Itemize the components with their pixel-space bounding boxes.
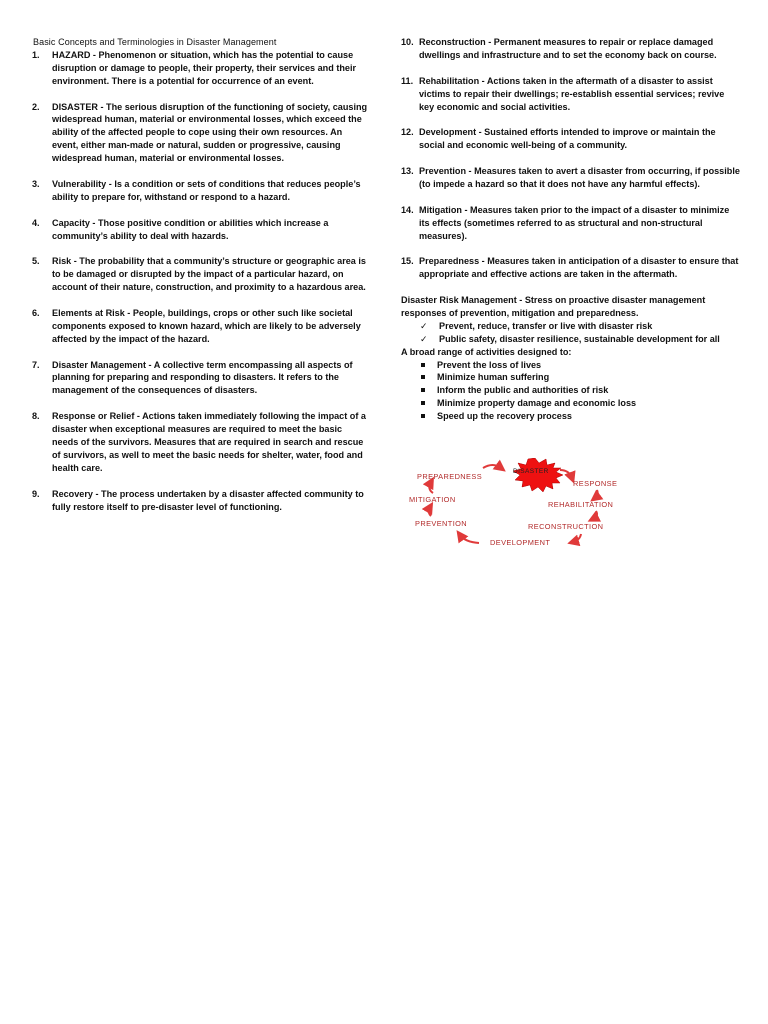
term-text: Mitigation - Measures taken prior to the impact of a disaster to minimize its effects (sometimes referred to as structural and non-structural measures). <box>419 204 730 241</box>
term-number: 15. <box>401 256 414 267</box>
term-number: 12. <box>401 127 414 138</box>
list-item-text: Public safety, disaster resilience, sustainable development for all <box>439 333 720 344</box>
cycle-stage-label: RECONSTRUCTION <box>528 522 604 531</box>
list-item <box>401 333 741 346</box>
disaster-star-icon <box>513 458 563 492</box>
drm-check-list <box>401 320 741 346</box>
square-bullet-icon <box>421 375 425 379</box>
list-item-text: Minimize property damage and economic loss <box>437 398 637 409</box>
cycle-stage-label: PREVENTION <box>415 519 468 528</box>
term-item <box>401 36 741 62</box>
cycle-stage-label: MITIGATION <box>409 495 456 504</box>
term-text: Capacity - Those positive condition or abilities which increase a community’s ability to deal with hazards. <box>52 217 329 241</box>
left-column <box>32 36 370 513</box>
term-text: Elements at Risk - People, buildings, crops or other such like societal components exposed to known hazard, which are likely to be adversely affected by the impact of the hazard. <box>52 307 361 344</box>
term-item <box>32 307 370 346</box>
right-column <box>401 36 741 423</box>
term-item <box>401 165 741 191</box>
term-item <box>401 204 741 243</box>
term-item <box>32 488 370 514</box>
document-title: Basic Concepts and Terminologies in Disaster Management <box>33 37 277 47</box>
term-number: 10. <box>401 37 414 47</box>
list-item <box>401 410 741 423</box>
checkmark-icon: ✓ <box>420 320 428 331</box>
term-text: Vulnerability - Is a condition or sets of conditions that reduces people’s ability to prepare for, withstand or respond to a hazard. <box>52 178 361 202</box>
activities-list <box>401 359 741 424</box>
term-text: Response or Relief - Actions taken immediately following the impact of a disaster when exceptional measures are required to meet the basic needs of the survivors. Measures that are required in search and rescue of survivors, as well to meet the basic needs for shelter, water, food and health care. <box>52 411 366 473</box>
list-item-text: Inform the public and authorities of risk <box>437 385 609 396</box>
term-number: 5. <box>32 256 40 267</box>
term-number: 9. <box>32 488 40 499</box>
term-text: Preparedness - Measures taken in anticipation of a disaster to ensure that appropriate and effective actions are taken in the aftermath. <box>419 256 739 280</box>
term-number: 14. <box>401 204 414 215</box>
checkmark-icon: ✓ <box>420 333 428 344</box>
square-bullet-icon <box>421 414 425 418</box>
list-item <box>401 371 741 384</box>
cycle-stage-label: PREPAREDNESS <box>417 472 483 481</box>
term-number: 1. <box>32 49 40 60</box>
list-item <box>401 384 741 397</box>
cycle-center-label: DISASTER <box>513 468 549 475</box>
list-item-text: Minimize human suffering <box>437 372 550 383</box>
term-item <box>32 410 370 475</box>
term-text: Prevention - Measures taken to avert a disaster from occurring, if possible (to impede a hazard so that it does not have any harmful effects). <box>419 166 740 189</box>
term-number: 7. <box>32 359 40 370</box>
cycle-arrow <box>483 465 501 468</box>
drm-intro: Disaster Risk Management - Stress on proactive disaster management responses of prevention, mitigation and preparedness. <box>401 295 706 318</box>
term-number: 8. <box>32 411 40 422</box>
list-item-text: Speed up the recovery process <box>437 411 572 422</box>
square-bullet-icon <box>421 388 425 392</box>
list-item-text: Prevent the loss of lives <box>437 359 542 370</box>
term-number: 6. <box>32 307 40 318</box>
term-text: Reconstruction - Permanent measures to repair or replace damaged dwellings and infrastructure and to set the economy back on course. <box>419 37 717 60</box>
term-item <box>32 217 370 243</box>
term-item <box>32 101 370 166</box>
term-number: 13. <box>401 166 414 177</box>
cycle-arrow <box>460 535 479 543</box>
cycle-arrow <box>573 534 581 542</box>
term-text: Rehabilitation - Actions taken in the aftermath of a disaster to assist victims to repair their dwellings; re-establish essential services; revive key economic and social activities. <box>419 75 725 112</box>
term-text: DISASTER - The serious disruption of the functioning of society, causing widespread human, material or environmental losses, which exceed the ability of the affected people to cope using their own resources. An event, either man-made or natural, sudden or progressive, causing widespread human, material or environmental losses. <box>52 101 368 164</box>
term-text: Disaster Management - A collective term encompassing all aspects of planning for preparing and responding to disasters. It refers to the management of the consequences of disasters. <box>52 359 353 396</box>
term-number: 4. <box>32 217 40 228</box>
cycle-arrow <box>560 470 572 478</box>
term-text: HAZARD - Phenomenon or situation, which has the potential to cause disruption or damage to people, their property, their services and their environment. There is a potential for occurrence of an event. <box>52 49 357 86</box>
cycle-stage-label: REHABILITATION <box>548 500 614 509</box>
term-number: 2. <box>32 101 40 112</box>
term-item <box>401 75 741 114</box>
cycle-arrow <box>595 490 598 498</box>
broad-range-heading: A broad range of activities designed to: <box>401 346 572 357</box>
term-number: 3. <box>32 178 40 189</box>
term-text: Risk - The probability that a community’s structure or geographic area is to be damaged or disrupted by the impact of a particular hazard, on account of their nature, construction, and proximity to a hazardous area. <box>52 256 366 293</box>
cycle-stage-label: DEVELOPMENT <box>490 538 551 547</box>
term-item <box>32 359 370 398</box>
list-item <box>401 359 741 372</box>
term-item <box>32 255 370 294</box>
cycle-arrow <box>429 482 433 493</box>
cycle-arrow <box>593 511 597 519</box>
term-number: 11. <box>401 75 414 86</box>
term-text: Development - Sustained efforts intended to improve or maintain the social and economic well-being of a community. <box>419 127 716 151</box>
term-text: Recovery - The process undertaken by a disaster affected community to fully restore itself to pre-disaster level of functioning. <box>52 488 364 512</box>
disaster-management-cycle-diagram <box>401 458 633 554</box>
cycle-arrow <box>429 507 431 516</box>
square-bullet-icon <box>421 363 425 367</box>
term-item <box>401 255 741 281</box>
term-item <box>32 49 370 88</box>
list-item-text: Prevent, reduce, transfer or live with disaster risk <box>439 320 653 331</box>
list-item <box>401 397 741 410</box>
list-item <box>401 320 741 333</box>
square-bullet-icon <box>421 401 425 405</box>
cycle-stage-label: RESPONSE <box>573 479 618 488</box>
term-item <box>401 126 741 152</box>
term-item <box>32 178 370 204</box>
